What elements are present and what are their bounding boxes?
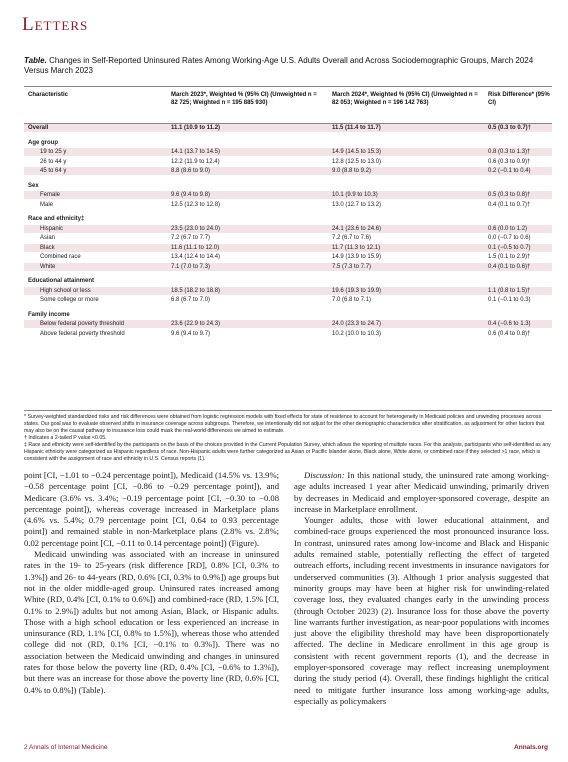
value-march-2024: 13.0 (12.7 to 13.2) — [332, 201, 382, 208]
table-row — [24, 296, 552, 304]
value-risk-difference: 1.1 (0.8 to 1.5)† — [488, 287, 531, 294]
row-label: Family income — [28, 311, 70, 318]
table-row — [24, 201, 552, 209]
table-row — [24, 234, 552, 242]
row-label: Male — [40, 201, 54, 208]
row-label: Female — [40, 192, 61, 198]
value-risk-difference: 0.4 (0.1 to 0.7)† — [488, 201, 531, 208]
row-label: 19 to 25 y — [40, 149, 67, 155]
value-march-2024: 12.8 (12.5 to 13.0) — [332, 158, 382, 165]
value-march-2024: 7.0 (6.8 to 7.1) — [332, 297, 372, 303]
table-header — [24, 86, 552, 124]
row-label: Hispanic — [40, 225, 64, 232]
value-march-2024: 14.9 (13.9 to 15.9) — [332, 254, 382, 260]
body-column-right — [294, 470, 549, 740]
footnote: ‡ Race and ethnicity were self-identified by the participants on the basis of the choices provided in the Current Population Survey, which allows the reporting of multiple races. For this analysis, participants who self-identified as any Hispanic ethnicity were categorized as Hispanic regardless of race. Non-Hispanic adults were further categorized as Asian or Pacific Islander alone, Black alone, White alone, or combined race if they selected >1 race, which is consistent with the assignment of race and ethnicity in U.S. Census reports (1). — [24, 442, 551, 462]
value-march-2023: 7.1 (7.0 to 7.3) — [171, 263, 211, 270]
value-march-2023: 18.5 (18.2 to 18.8) — [171, 287, 221, 294]
row-label: Below federal poverty threshold — [40, 321, 125, 327]
body-column-left — [24, 470, 279, 740]
value-march-2023: 14.1 (13.7 to 14.5) — [171, 149, 221, 155]
table-section-row — [24, 215, 552, 223]
table-caption-text: Changes in Self-Reported Uninsured Rates Among Working-Age U.S. Adults Overall and Across Sociodemographic Groups, March 2024 Versus March 2023 — [24, 56, 534, 75]
value-risk-difference: 0.0 (−0.7 to 0.6) — [488, 235, 531, 241]
data-table — [24, 56, 552, 462]
value-march-2024: 11.7 (11.3 to 12.1) — [332, 244, 381, 251]
value-march-2024: 14.9 (14.5 to 15.3) — [332, 149, 382, 155]
table-row — [24, 167, 552, 175]
header-risk-difference: Risk Difference* (95% CI) — [488, 92, 550, 106]
footer-page-journal: 2 Annals of Internal Medicine — [24, 744, 108, 751]
body-paragraph-text: Younger adults, those with lower educational attainment, and combined-race groups experienced the most pronounced insurance loss. In contrast, uninsured rates among low-income and Black and Hispanic adults remained stable, potentially reflecting the effect of targeted outreach efforts, including recent investments in insurance navigators for underserved communities (3). Although 1 prior analysis suggested that minority groups may have been at higher risk for unwinding-related coverage loss, they evaluated changes early in the unwinding process (through October 2023) (2). Insurance loss for those above the poverty line warrants further investigation, as near-poor populations with incomes just above the eligibility threshold may have been disproportionately affected. The decline in Medicare enrollment in this age group is consistent with recent government reports (1), and the decrease in employer-sponsored coverage may reflect increasing unemployment during the study period (4). Overall, these findings highlight the critical need to mitigate further insurance loss among working-age adults, especially as policymakers — [294, 515, 549, 706]
table-row — [24, 263, 552, 271]
table-row — [24, 330, 552, 338]
value-risk-difference: 0.6 (0.3 to 0.9)† — [488, 158, 531, 165]
value-march-2024: 7.2 (6.7 to 7.6) — [332, 235, 372, 241]
value-risk-difference: 0.6 (0.4 to 0.8)† — [488, 330, 531, 337]
header-march-2023: March 2023*, Weighted % (95% CI) (Unweighted n = 82 725; Weighted n = 195 885 930) — [171, 92, 317, 106]
body-paragraph: Medicaid unwinding was associated with an increase in uninsured rates in the 19- to 25-years (risk difference [RD], 0.8% [CI, 0.3% to 1.3%]) and 26- to 44-years (RD, 0.6% [CI, 0.3% to 0.9%]) age groups but not in the older middle-aged group. Uninsured rates increased among White (RD, 0.4% [CI, 0.1% to 0.6%]) and combined-race (RD, 1.5% [CI, 0.1% to 2.9%]) adults but not among Asian, Black, or Hispanic adults. Those with a high school education or less experienced an increase in uninsurance (RD, 1.1% [CI, 0.8% to 1.5%]), whereas those who attended college did not (RD, 0.1% [CI, −0.1% to 0.3%]). There was no association between the Medicaid unwinding and changes in uninsured rates for those below the poverty line (RD, 0.4% [CI, −0.6% to 1.3%]), but there was an increase for those above the poverty line (RD, 0.6% [CI, 0.4% to 0.8%]) (Table). — [24, 549, 279, 695]
body-paragraph: point [CI, −1.01 to −0.24 percentage point]), Medicaid (14.5% vs. 13.9%; −0.58 percentage point [CI, −0.86 to −0.29 percentage point]), and Medicare (3.6% vs. 3.4%; −0.19 percentage point [CI, −0.30 to −0.08 percentage point]), whereas coverage increased in Marketplace plans (4.6% vs. 5.4%; 0.79 percentage point [CI, 0.64 to 0.93 percentage point]) and remained stable in non-Marketplace plans (2.8% vs. 2.8%; 0.02 percentage point [CI, −0.11 to 0.14 percentage point]) (Figure). — [24, 470, 279, 548]
row-label: Combined race — [40, 254, 81, 260]
row-label: High school or less — [40, 287, 91, 294]
body-paragraph — [294, 470, 549, 515]
value-march-2024: 11.5 (11.4 to 11.7) — [332, 125, 381, 131]
footnote: † Indicates a 2-tailed P value <0.05. — [24, 435, 107, 441]
table-caption-label: Table. — [24, 56, 47, 65]
value-risk-difference: 0.5 (0.3 to 0.8)† — [488, 192, 531, 198]
table-row — [24, 158, 552, 166]
value-march-2023: 9.6 (9.4 to 9.7) — [171, 330, 211, 337]
row-label: Race and ethnicity‡ — [28, 216, 85, 222]
table-row — [24, 320, 552, 328]
value-march-2023: 9.6 (9.4 to 9.8) — [171, 192, 211, 198]
table-row — [24, 287, 552, 295]
table-section-row — [24, 277, 552, 285]
table-row — [24, 253, 552, 261]
table-row — [24, 244, 552, 252]
table-caption — [24, 56, 552, 76]
value-march-2023: 11.6 (11.1 to 12.0) — [171, 244, 220, 251]
body-paragraph — [294, 515, 549, 707]
table-row — [24, 191, 552, 199]
row-label: White — [40, 263, 56, 270]
table-row — [24, 124, 552, 132]
value-march-2024: 9.0 (8.8 to 9.2) — [332, 168, 372, 174]
value-march-2024: 24.1 (23.6 to 24.6) — [332, 225, 382, 232]
value-risk-difference: 0.1 (−0.1 to 0.3) — [488, 297, 531, 303]
row-label: 45 to 64 y — [40, 168, 67, 174]
row-label: Some college or more — [40, 297, 99, 303]
footer-site: Annals.org — [514, 744, 548, 751]
value-march-2024: 7.5 (7.3 to 7.7) — [332, 263, 372, 270]
table-row — [24, 225, 552, 233]
value-march-2023: 23.5 (23.0 to 24.0) — [171, 225, 221, 232]
value-risk-difference: 0.6 (0.0 to 1.2) — [488, 225, 528, 232]
section-title: Letters — [22, 14, 89, 35]
value-march-2023: 11.1 (10.9 to 11.2) — [171, 125, 221, 131]
row-label: Asian — [40, 235, 56, 241]
value-march-2023: 6.8 (6.7 to 7.0) — [171, 297, 211, 303]
value-risk-difference: 0.4 (0.1 to 0.6)† — [488, 263, 531, 270]
row-label: Above federal poverty threshold — [40, 330, 125, 337]
row-label: Overall — [28, 125, 49, 131]
value-march-2023: 13.4 (12.4 to 14.4) — [171, 254, 221, 260]
value-risk-difference: 0.4 (−0.6 to 1.3) — [488, 321, 531, 327]
discussion-label: Discussion: — [304, 470, 345, 480]
value-march-2023: 8.8 (8.6 to 9.0) — [171, 168, 211, 174]
body-paragraph-text: In this national study, the uninsured rate among working-age adults increased 1 year after Medicaid unwinding, primarily driven by decreases in Medicaid and employer-sponsored coverage, despite an increase in Marketplace enrollment. — [294, 470, 549, 514]
table-row — [24, 148, 552, 156]
value-risk-difference: 1.5 (0.1 to 2.9)† — [488, 254, 531, 260]
value-march-2024: 19.6 (19.3 to 19.9) — [332, 287, 382, 294]
value-risk-difference: 0.8 (0.3 to 1.3)† — [488, 149, 531, 155]
header-characteristic: Characteristic — [28, 92, 69, 98]
table-section-row — [24, 182, 552, 190]
row-label: 26 to 44 y — [40, 158, 67, 165]
row-label: Black — [40, 244, 55, 251]
row-label: Educational attainment — [28, 278, 95, 284]
value-march-2024: 24.0 (23.3 to 24.7) — [332, 321, 382, 327]
value-risk-difference: 0.5 (0.3 to 0.7)† — [488, 125, 532, 131]
table-footnotes — [24, 410, 552, 463]
header-march-2024: March 2024*, Weighted % (95% CI) (Unweighted n = 82 053; Weighted n = 196 142 763) — [332, 92, 478, 106]
row-label: Sex — [28, 182, 39, 189]
value-march-2023: 12.5 (12.3 to 12.8) — [171, 201, 221, 208]
value-risk-difference: 0.1 (−0.5 to 0.7) — [488, 244, 531, 251]
value-march-2023: 12.2 (11.9 to 12.4) — [171, 158, 220, 165]
value-risk-difference: 0.2 (−0.1 to 0.4) — [488, 168, 531, 174]
footnote: * Survey-weighted standardized risks and risk differences were obtained from logistic regression models with fixed effects for state of residence to account for heterogeneity in Medicaid policies and unwinding processes across states. Our goal was to evaluate observed shifts in insurance coverage across subgroups. Therefore, we intentionally did not adjust for the other demographic characteristics after stratification, as adjustment for other factors that may also be on the causal pathway to insurance loss could mask the real-world differences we aimed to estimate. — [24, 414, 545, 434]
table-section-row — [24, 139, 552, 147]
value-march-2023: 23.6 (22.9 to 24.3) — [171, 321, 221, 327]
value-march-2024: 10.1 (9.9 to 10.3) — [332, 192, 378, 198]
value-march-2024: 10.2 (10.0 to 10.3) — [332, 330, 382, 337]
table-section-row — [24, 311, 552, 319]
row-label: Age group — [28, 139, 58, 146]
value-march-2023: 7.2 (6.7 to 7.7) — [171, 235, 211, 241]
